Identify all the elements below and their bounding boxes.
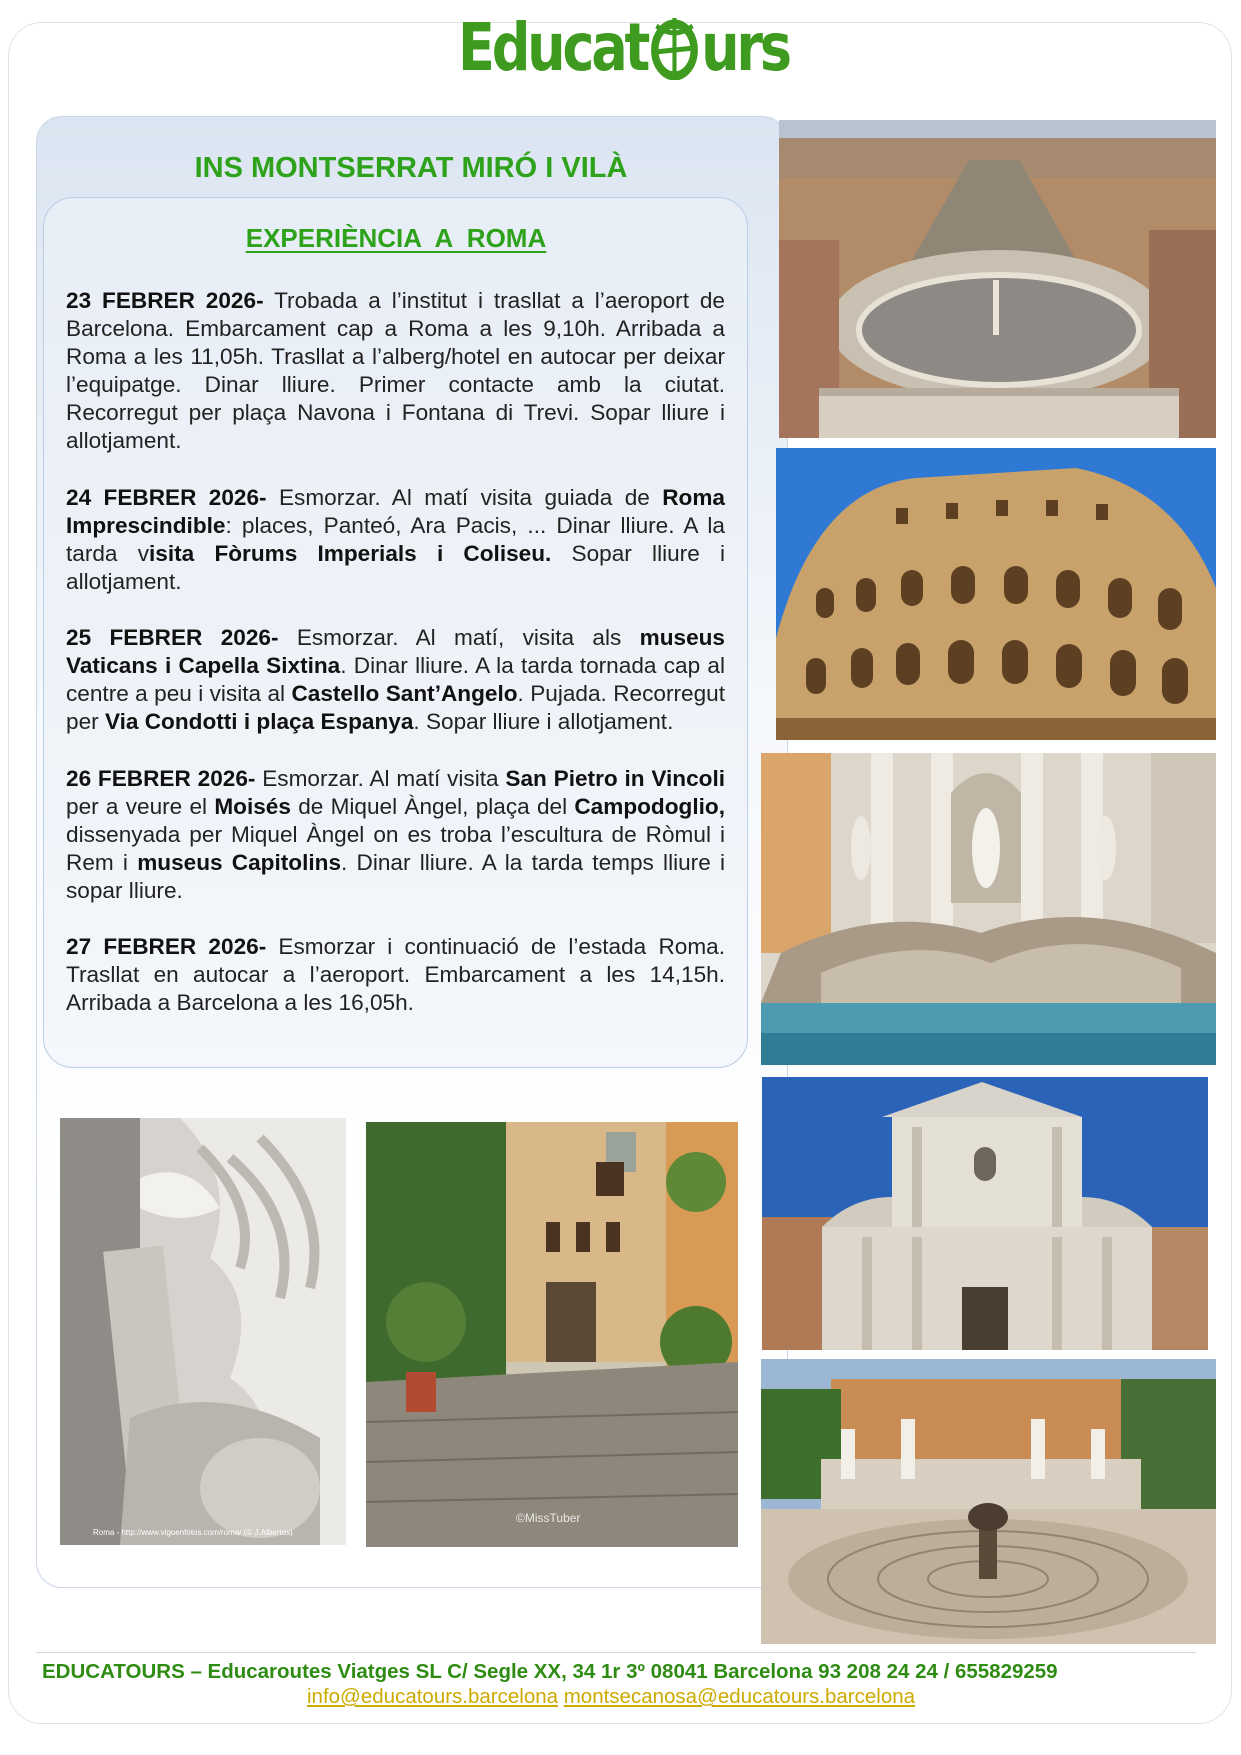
itinerary-text: Esmorzar i continuació de l’estada Roma. Trasllat en autocar a l’aeroport. Embarcament a les 14,15h. Arribada a Barcelona a les 16,05h. bbox=[66, 934, 725, 1016]
school-title: INS MONTSERRAT MIRÓ I VILÀ bbox=[194, 152, 628, 184]
itinerary-text: Esmorzar. Al matí, visita als bbox=[278, 625, 640, 651]
itinerary-day bbox=[66, 765, 725, 905]
moses-photo-caption: Roma - http://www.vigoenfotos.com/roma/ (© J.Albertos) bbox=[93, 1528, 293, 1537]
itinerary-text: Sopar lliure i allotjament. bbox=[66, 540, 726, 594]
itinerary-text: Trobada a l’institut i trasllat a l’aeroport de Barcelona. Embarcament cap a Roma a les 9,10h. Arribada a Roma a les 11,05h. Trasllat a l’alberg/hotel en autocar per deixar l’equipatge. Dinar lliure. Primer contacte amb la ciutat. Recorregut per plaça Navona i Fontana di Trevi. Sopar lliure i allotjament. bbox=[66, 288, 725, 454]
itinerary-highlight: museus Vaticans i Capella Sixtina bbox=[66, 625, 725, 679]
itinerary-highlight: 25 FEBRER 2026- bbox=[66, 625, 279, 651]
itinerary-day bbox=[66, 484, 725, 596]
itinerary-highlight: 27 FEBRER 2026- bbox=[66, 934, 267, 960]
itinerary-text: per a veure el bbox=[66, 793, 215, 819]
email-link-montse[interactable]: montsecanosa@educatours.barcelona bbox=[563, 1685, 916, 1708]
footer-address: EDUCATOURS – Educaroutes Viatges SL C/ Segle XX, 34 1r 3º 08041 Barcelona 93 208 24 24 / 655829259 bbox=[42, 1660, 1058, 1683]
itinerary-highlight: Moisés bbox=[214, 793, 291, 819]
itinerary-highlight: 26 FEBRER 2026- bbox=[66, 765, 256, 791]
footer-emails bbox=[307, 1685, 915, 1709]
educatours-logo bbox=[458, 6, 789, 88]
email-link-info[interactable]: info@educatours.barcelona bbox=[307, 1685, 559, 1708]
photo-church-gesu bbox=[762, 1077, 1208, 1350]
itinerary-text: Esmorzar. Al matí visita guiada de bbox=[266, 484, 663, 510]
globe-icon bbox=[649, 14, 698, 80]
itinerary-highlight: 23 FEBRER 2026- bbox=[66, 288, 264, 313]
itinerary-highlight: Via Condotti i plaça Espanya bbox=[104, 709, 414, 735]
itinerary-text: dissenyada per Miquel Àngel on es troba l’escultura de Ròmul i Rem i bbox=[66, 821, 725, 875]
trip-subtitle: EXPERIÈNCIA A ROMA bbox=[245, 223, 547, 253]
itinerary-text: Esmorzar. Al matí visita bbox=[255, 765, 506, 791]
itinerary-highlight: 24 FEBRER 2026- bbox=[66, 484, 267, 510]
itinerary-highlight: isita Fòrums Imperials i Coliseu. bbox=[149, 540, 552, 566]
photo-trevi-fountain bbox=[761, 753, 1216, 1065]
itinerary-day bbox=[66, 933, 725, 1017]
itinerary-highlight: San Pietro in Vincoli bbox=[505, 765, 725, 791]
photo-campidoglio bbox=[761, 1359, 1216, 1644]
itinerary-text: . Pujada. Recorregut per bbox=[66, 681, 725, 735]
logo-text-right: urs bbox=[701, 8, 789, 86]
itinerary-highlight: Castello Sant’Angelo bbox=[291, 681, 518, 707]
itinerary-text: : places, Panteó, Ara Pacis, ... Dinar lliure. A la tarda v bbox=[66, 512, 725, 566]
photo-colosseum bbox=[776, 448, 1216, 740]
itinerary bbox=[66, 287, 725, 1046]
itinerary-highlight: museus Capitolins bbox=[137, 849, 342, 875]
itinerary-text: . Dinar lliure. A la tarda temps lliure i sopar lliure. bbox=[66, 849, 726, 903]
itinerary-highlight: Campodoglio, bbox=[574, 793, 725, 819]
photo-rome-alley bbox=[366, 1122, 738, 1547]
itinerary-text: . Dinar lliure. A la tarda tornada cap al centre a peu i visita al bbox=[66, 653, 726, 707]
photo-st-peters-square bbox=[779, 120, 1216, 438]
itinerary-text: de Miquel Àngel, plaça del bbox=[290, 793, 575, 819]
itinerary-day bbox=[66, 624, 725, 736]
photo-moses-statue bbox=[60, 1118, 346, 1545]
itinerary-text: . Sopar lliure i allotjament. bbox=[413, 709, 674, 735]
itinerary-day bbox=[66, 287, 725, 456]
logo-text-left: Educat bbox=[458, 8, 648, 86]
alley-photo-caption: ©MissTuber bbox=[516, 1511, 581, 1525]
itinerary-highlight: Roma Imprescindible bbox=[66, 484, 725, 538]
footer-divider bbox=[36, 1652, 1196, 1653]
